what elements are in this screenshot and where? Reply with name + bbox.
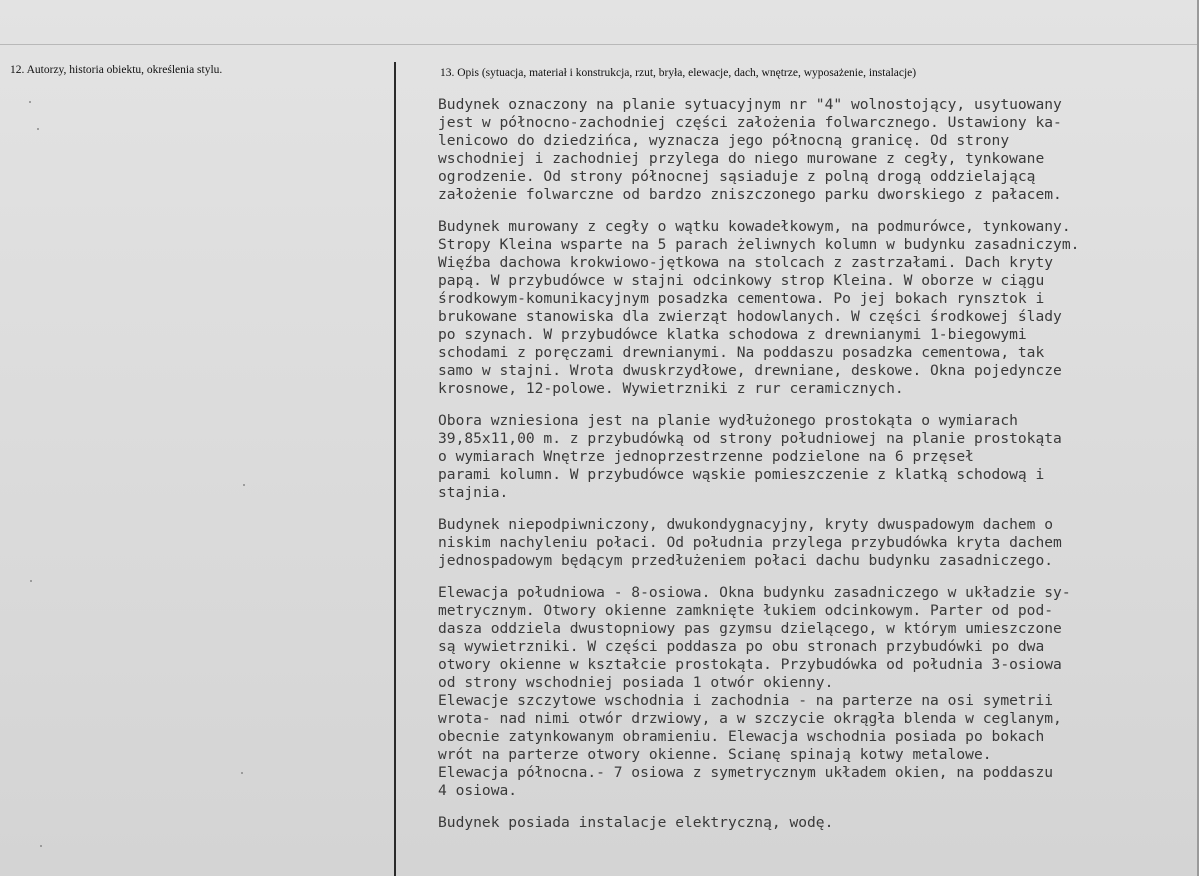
- text-line: niskim nachyleniu połaci. Od południa przylega przybudówka kryta dachem: [438, 534, 1062, 551]
- text-line: są wywietrzniki. W części poddasza po obu stronach przybudówki po dwa: [438, 638, 1045, 655]
- text-line: Obora wzniesiona jest na planie wydłużonego prostokąta o wymiarach: [438, 412, 1018, 429]
- text-line: Budynek posiada instalacje elektryczną, wodę.: [438, 814, 834, 831]
- paragraph: [438, 814, 1190, 832]
- text-line: Budynek oznaczony na planie sytuacyjnym nr "4" wolnostojący, usytuowany: [438, 96, 1062, 113]
- paragraph: [438, 516, 1190, 570]
- text-line: Elewacja południowa - 8-osiowa. Okna budynku zasadniczego w układzie sy-: [438, 584, 1071, 601]
- text-line: Budynek murowany z cegły o wątku kowadełkowym, na podmurówce, tynkowany.: [438, 218, 1071, 235]
- text-line: o wymiarach Wnętrze jednoprzestrzenne podzielone na 6 przęseł: [438, 448, 974, 465]
- paragraph: [438, 412, 1190, 502]
- specks: [241, 772, 243, 774]
- text-line: Więźba dachowa krokwiowo-jętkowa na stolcach z zastrzałami. Dach kryty: [438, 254, 1054, 271]
- text-line: 39,85x11,00 m. z przybudówką od strony południowej na planie prostokąta: [438, 430, 1062, 447]
- specks: [243, 484, 245, 486]
- text-line: samo w stajni. Wrota dwuskrzydłowe, drewniane, deskowe. Okna pojedyncze: [438, 362, 1062, 379]
- specks: [40, 845, 42, 847]
- text-line: Budynek niepodpiwniczony, dwukondygnacyjny, kryty dwuspadowym dachem o: [438, 516, 1054, 533]
- text-line: lenicowo do dziedzińca, wyznacza jego północną granicę. Od strony: [438, 132, 1010, 149]
- description-body: [438, 96, 1190, 846]
- specks: [37, 128, 39, 130]
- text-line: 4 osiowa.: [438, 782, 518, 799]
- text-line: ogrodzenie. Od strony północnej sąsiaduje z polną drogą oddzielającą: [438, 168, 1036, 185]
- text-line: metrycznym. Otwory okienne zamknięte łukiem odcinkowym. Parter od pod-: [438, 602, 1054, 619]
- text-line: wschodniej i zachodniej przylega do niego murowane z cegły, tynkowane: [438, 150, 1045, 167]
- text-line: wrót na parterze otwory okienne. Scianę spinają kotwy metalowe.: [438, 746, 992, 763]
- text-line: parami kolumn. W przybudówce wąskie pomieszczenie z klatką schodową i: [438, 466, 1045, 483]
- text-line: założenie folwarczne od bardzo zniszczonego parku dworskiego z pałacem.: [438, 186, 1062, 203]
- text-line: krosnowe, 12-polowe. Wywietrzniki z rur ceramicznych.: [438, 380, 904, 397]
- paragraph: [438, 584, 1190, 800]
- text-line: schodami z poręczami drewnianymi. Na poddaszu posadzka cementowa, tak: [438, 344, 1045, 361]
- specks: [30, 580, 32, 582]
- text-line: Stropy Kleina wsparte na 5 parach żeliwnych kolumn w budynku zasadniczym.: [438, 236, 1080, 253]
- section-12-header: 12. Autorzy, historia obiektu, określenia stylu.: [10, 64, 223, 76]
- text-line: jest w północno-zachodniej części założenia folwarcznego. Ustawiony ka-: [438, 114, 1062, 131]
- text-line: obecnie zatynkowanym obramieniu. Elewacja wschodnia posiada po bokach: [438, 728, 1045, 745]
- text-line: otwory okienne w kształcie prostokąta. Przybudówka od południa 3-osiowa: [438, 656, 1062, 673]
- text-line: środkowym-komunikacyjnym posadzka cementowa. Po jej bokach rynsztok i: [438, 290, 1045, 307]
- text-line: stajnia.: [438, 484, 509, 501]
- text-line: Elewacja północna.- 7 osiowa z symetrycznym układem okien, na poddaszu: [438, 764, 1054, 781]
- paragraph: [438, 218, 1190, 398]
- text-line: dasza oddziela dwustopniowy pas gzymsu dzielącego, w którym umieszczone: [438, 620, 1062, 637]
- text-line: wrota- nad nimi otwór drzwiowy, a w szczycie okrągła blenda w ceglanym,: [438, 710, 1062, 727]
- section-13-header: 13. Opis (sytuacja, materiał i konstrukcja, rzut, bryła, elewacje, dach, wnętrze, wyposażenie, instalacje): [440, 67, 917, 79]
- text-line: papą. W przybudówce w stajni odcinkowy strop Kleina. W oborze w ciągu: [438, 272, 1045, 289]
- text-line: jednospadowym będącym przedłużeniem połaci dachu budynku zasadniczego.: [438, 552, 1054, 569]
- column-divider: [394, 62, 396, 876]
- text-line: Elewacje szczytowe wschodnia i zachodnia - na parterze na osi symetrii: [438, 692, 1054, 709]
- text-line: po szynach. W przybudówce klatka schodowa z drewnianymi 1-biegowymi: [438, 326, 1027, 343]
- specks: [29, 101, 31, 103]
- text-line: od strony wschodniej posiada 1 otwór okienny.: [438, 674, 834, 691]
- paragraph: [438, 96, 1190, 204]
- top-rule: [0, 44, 1199, 45]
- text-line: brukowane stanowiska dla zwierząt hodowlanych. W części środkowej ślady: [438, 308, 1062, 325]
